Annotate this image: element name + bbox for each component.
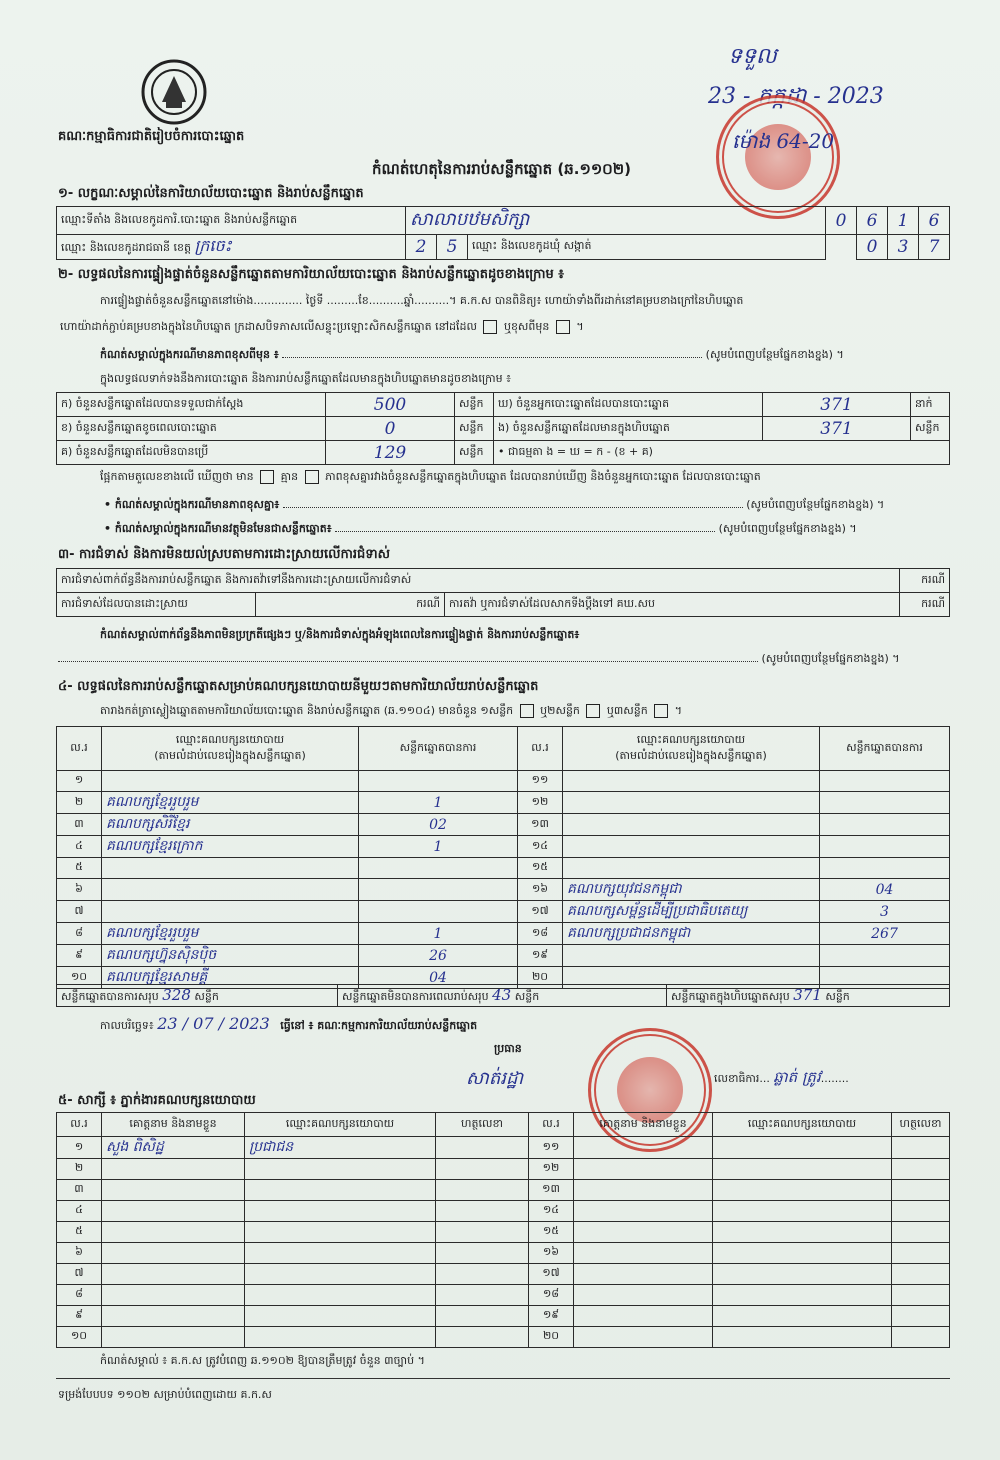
- org-name: គណៈកម្មាធិការជាតិរៀបចំការបោះឆ្នោត: [58, 129, 245, 144]
- party-name: គណបក្សសម្ព័ន្ធដើម្បីប្រជាធិបតេយ្យ: [563, 901, 820, 923]
- table-row: [57, 1222, 950, 1243]
- count-a-label: ក) ចំនួនសន្លឹកឆ្នោតដែលបានទទួលជាក់ស្តែង: [57, 393, 326, 417]
- party-name: [102, 858, 359, 879]
- objection-row1: ការជំទាស់ពាក់ព័ន្ធនឹងការរាប់សន្លឹកឆ្នោត និងការតវ៉ាទៅនឹងការដោះស្រាយលើការជំទាស់: [57, 569, 900, 593]
- p4-text: ផ្អែកតាមតួលេខខាងលើ ឃើញថា មាន: [100, 470, 254, 483]
- witness-signature: [892, 1159, 950, 1180]
- witness-no: ២០: [529, 1327, 574, 1348]
- objection-case1: ករណី: [900, 569, 950, 593]
- objection-resolved: ការជំទាស់ដែលបានដោះស្រាយ: [57, 593, 256, 617]
- count-e-label: ង) ចំនួនសន្លឹកឆ្នោតដែលមានក្នុងហិបឆ្នោត: [494, 417, 763, 441]
- party-votes: [359, 901, 518, 923]
- count-b-label: ខ) ចំនួនសន្លឹកឆ្នោតខូចពេលបោះឆ្នោត: [57, 417, 326, 441]
- table-row: [57, 1159, 950, 1180]
- party-name: គណបក្សខ្មែរសាមគ្គី: [102, 967, 359, 989]
- w-col-no-right: ល.រ: [529, 1113, 574, 1137]
- count-e-unit: សន្លឹក: [911, 417, 950, 441]
- s2-note1-label: កំណត់សម្គាល់ក្នុងករណីមានភាពខុសពីមុន ៖: [100, 348, 279, 361]
- witness-no: ៦: [57, 1243, 102, 1264]
- col-party-left-2: (តាមលំដាប់លេខរៀងក្នុងសន្លឹកឆ្នោត): [154, 748, 306, 762]
- secretary-signature: ឆ្លាត់ ត្រូវ: [773, 1068, 821, 1086]
- witness-name: [574, 1137, 713, 1159]
- witness-signature: [436, 1137, 529, 1159]
- witness-party: [713, 1222, 892, 1243]
- loc-code-1: 0: [826, 207, 857, 235]
- witness-signature: [892, 1327, 950, 1348]
- table-row: [57, 792, 950, 814]
- col-party-left-1: ឈ្មោះគណបក្សនយោបាយ: [175, 732, 285, 746]
- objection-case2: ករណី: [256, 593, 445, 617]
- secretary-label: លេខាធិការ: [714, 1072, 760, 1085]
- witness-name: [574, 1222, 713, 1243]
- total-box-value: 371: [793, 985, 822, 1004]
- party-no: ៥: [57, 858, 102, 879]
- secretary-line: លេខាធិការ... ឆ្លាត់ ត្រូវ........: [714, 1068, 849, 1086]
- witness-signature: [436, 1306, 529, 1327]
- table-row: [57, 1180, 950, 1201]
- count-b-unit: សន្លឹក: [455, 417, 494, 441]
- witness-name: [574, 1243, 713, 1264]
- table-row: [57, 814, 950, 836]
- table-row: [57, 1327, 950, 1348]
- total-invalid-label: សន្លឹកឆ្នោតមិនបានការពេលរាប់សរុប: [342, 989, 489, 1003]
- table-row: [57, 858, 950, 879]
- section1-table: [56, 206, 950, 260]
- witness-signature: [436, 1201, 529, 1222]
- witness-party: [245, 1285, 436, 1306]
- loc-code-3: 1: [888, 207, 919, 235]
- party-name: [102, 771, 359, 792]
- received-time: ម៉ោង 64-20: [732, 129, 835, 153]
- party-name: គណបក្សខ្មែរក្រោក: [102, 836, 359, 858]
- count-d-value: 371: [763, 393, 911, 417]
- party-no: ១៣: [518, 814, 563, 836]
- party-no: ៨: [57, 923, 102, 945]
- party-no: ១៦: [518, 879, 563, 901]
- objection-case3: ករណី: [900, 593, 950, 617]
- bottom-rule: [56, 1378, 950, 1379]
- party-no: ១០: [57, 967, 102, 989]
- page-title: កំណត់ហេតុនៃការរាប់សន្លឹកឆ្នោត (ឆ.១១០២): [372, 160, 632, 178]
- location-label: ឈ្មោះទីតាំង និងលេខកូដការិ.បោះឆ្នោត និងរាប់សន្លឹកឆ្នោត: [57, 207, 406, 235]
- witness-signature: [892, 1201, 950, 1222]
- party-votes: [359, 879, 518, 901]
- witness-signature: [892, 1285, 950, 1306]
- party-name: គណបក្សហ្វ៊ុនស៊ិនប៉ិច: [102, 945, 359, 967]
- section2-heading: ២- លទ្ធផលនៃការផ្ទៀងផ្ទាត់ចំនួនសន្លឹកឆ្នោតតាមការិយាល័យបោះឆ្នោត និងរាប់សន្លឹកឆ្នោតដូចខាងក្រោម ៖: [58, 267, 564, 282]
- witness-no: ១: [57, 1137, 102, 1159]
- witness-no: ១៧: [529, 1264, 574, 1285]
- chair-label: ប្រធាន: [494, 1042, 522, 1055]
- witness-name: [102, 1243, 245, 1264]
- table-row: [57, 1137, 950, 1159]
- counts-table: [56, 392, 950, 465]
- s2-paragraph1: ការផ្ទៀងផ្ទាត់ចំនួនសន្លឹកឆ្នោតនៅម៉ោង.............. ថ្ងៃទី .........ខែ..........ឆ្នាំ..........។ គ.ក.ស បានពិនិត្យ៖ ហោយ៉ាទាំងពីរដាក់នៅគម្របខាងក្រៅនៃហិបឆ្នោត: [100, 294, 744, 307]
- one-sheet-checkbox[interactable]: [520, 704, 534, 718]
- col-party-right-1: ឈ្មោះគណបក្សនយោបាយ: [636, 732, 746, 746]
- count-d-label: ឃ) ចំនួនអ្នកបោះឆ្នោតដែលបានបោះឆ្នោត: [494, 393, 763, 417]
- party-votes: [820, 945, 950, 967]
- witness-name: [574, 1327, 713, 1348]
- witness-party: ប្រជាជន: [245, 1137, 436, 1159]
- comm-code-2: 3: [888, 235, 919, 260]
- witness-party: [713, 1243, 892, 1264]
- total-valid-unit: សន្លឹក: [194, 989, 219, 1003]
- witness-signature: [436, 1243, 529, 1264]
- witness-party: [245, 1201, 436, 1222]
- seal-changed-checkbox[interactable]: [556, 320, 570, 334]
- totals-row: [56, 984, 950, 1007]
- party-votes: [820, 792, 950, 814]
- table-row: [57, 923, 950, 945]
- comm-code-1: 0: [857, 235, 888, 260]
- objection-appealed: ការតវ៉ា ឬការជំទាស់ដែលសាកទីងប្តឹងទៅ គឃ.សប: [445, 593, 900, 617]
- party-votes: [820, 836, 950, 858]
- witness-signature: [892, 1306, 950, 1327]
- witness-party: [245, 1222, 436, 1243]
- witness-party: [245, 1159, 436, 1180]
- w-col-name-right: គោត្តនាម និងនាមខ្លួន: [574, 1113, 713, 1137]
- fill-back-note: (សូមបំពេញបន្ថែមផ្នែកខាងខ្នង) ។: [705, 348, 844, 361]
- party-name: [563, 792, 820, 814]
- s2-p2-alt: ឬខុសពីមុន: [503, 320, 550, 333]
- w-col-sign-right: ហត្ថលេខា: [892, 1113, 950, 1137]
- received-date: 23 - កក្កដា - 2023: [708, 84, 884, 109]
- table-row: [57, 1264, 950, 1285]
- table-row: [57, 879, 950, 901]
- date-label: កាលបរិច្ឆេទ៖: [100, 1019, 154, 1032]
- witness-no: ៩: [57, 1306, 102, 1327]
- witness-no: ១២: [529, 1159, 574, 1180]
- section5-heading: ៥- សាក្សី ៖ ភ្នាក់ងារគណបក្សនយោបាយ: [58, 1093, 256, 1108]
- witness-no: ១០: [57, 1327, 102, 1348]
- commune-label: ឈ្មោះ និងលេខកូដឃុំ សង្កាត់: [468, 235, 826, 260]
- party-name: [563, 771, 820, 792]
- s2-note1: [100, 348, 950, 364]
- witness-signature: [892, 1264, 950, 1285]
- s4-intro2: ឬ២សន្លឹក: [540, 704, 580, 717]
- w-col-party-left: ឈ្មោះគណបក្សនយោបាយ: [245, 1113, 436, 1137]
- party-no: ១៧: [518, 901, 563, 923]
- party-no: ៦: [57, 879, 102, 901]
- w-col-name-left: គោត្តនាម និងនាមខ្លួន: [102, 1113, 245, 1137]
- has-difference-checkbox[interactable]: [260, 470, 274, 484]
- date-value: 23 / 07 / 2023: [157, 1014, 270, 1033]
- prov-code-2: 5: [437, 235, 468, 260]
- party-name: គណបក្សខ្មែររួបរួម: [102, 923, 359, 945]
- witness-no: ៥: [57, 1222, 102, 1243]
- witness-table: [56, 1112, 950, 1348]
- witness-no: ១៣: [529, 1180, 574, 1201]
- col-no-right: ល.រ: [518, 727, 563, 771]
- witness-party: [245, 1243, 436, 1264]
- party-name: [563, 836, 820, 858]
- party-no: ៧: [57, 901, 102, 923]
- party-no: ៣: [57, 814, 102, 836]
- s4-intro: តារាងកត់ត្រាស្លៀងឆ្នោតតាមការិយាល័យបោះឆ្នោត និងរាប់សន្លឹកឆ្នោត (ឆ.១១០៤) មានចំនួន ១សន្លឹក ឬ២សន្លឹក ឬ៣សន្លឹក ។: [100, 704, 682, 717]
- table-row: [57, 836, 950, 858]
- witness-signature: [436, 1222, 529, 1243]
- party-votes: [820, 858, 950, 879]
- witness-signature: [892, 1180, 950, 1201]
- party-no: ១៩: [518, 945, 563, 967]
- no-difference-checkbox[interactable]: [305, 470, 319, 484]
- party-name: [102, 879, 359, 901]
- witness-no: ៧: [57, 1264, 102, 1285]
- party-votes: 1: [359, 836, 518, 858]
- party-votes: 02: [359, 814, 518, 836]
- form-footer: ទម្រង់បែបបទ ១១០២ សម្រាប់បំពេញដោយ គ.ក.ស: [58, 1388, 272, 1401]
- witness-name: [102, 1159, 245, 1180]
- party-votes: 04: [359, 967, 518, 989]
- nec-logo: [140, 58, 208, 126]
- party-name: [563, 814, 820, 836]
- party-name: [102, 901, 359, 923]
- table-row: [57, 1201, 950, 1222]
- count-c-unit: សន្លឹក: [455, 441, 494, 465]
- total-valid-value: 328: [162, 985, 191, 1004]
- count-b-value: 0: [326, 417, 455, 441]
- s3-fill: (សូមបំពេញបន្ថែមផ្នែកខាងខ្នង) ។: [761, 652, 900, 665]
- s4-intro-text: តារាងកត់ត្រាស្លៀងឆ្នោតតាមការិយាល័យបោះឆ្នោត និងរាប់សន្លឹកឆ្នោត (ឆ.១១០៤) មានចំនួន ១សន្លឹក: [100, 704, 514, 717]
- s3-note: កំណត់សម្គាល់ពាក់ព័ន្ធនឹងភាពមិនប្រក្រតីផ្សេងៗ ឬ/និងការជំទាស់ក្នុងអំឡុងពេលនៃការផ្ទៀងផ្ទាត់ និងការរាប់សន្លឹកឆ្នោត៖: [100, 628, 580, 641]
- count-a-value: 500: [326, 393, 455, 417]
- party-no: ១៥: [518, 858, 563, 879]
- total-box-unit: សន្លឹក: [825, 989, 850, 1003]
- party-name: [563, 858, 820, 879]
- loc-code-4: 6: [919, 207, 950, 235]
- witness-name: [574, 1285, 713, 1306]
- table-row: [57, 901, 950, 923]
- witness-party: [245, 1327, 436, 1348]
- witness-name: [102, 1201, 245, 1222]
- witness-name: [574, 1180, 713, 1201]
- witness-name: [574, 1264, 713, 1285]
- col-votes-left: សន្លឹកឆ្នោតបានការ: [359, 727, 518, 771]
- party-votes: [359, 858, 518, 879]
- footnote: កំណត់សម្គាល់ ៖ គ.ក.ស ត្រូវបំពេញ ឆ.១១០២ ឱ្យបានត្រឹមត្រូវ ចំនួន ៣ច្បាប់ ។: [100, 1354, 425, 1367]
- section1-heading: ១- លក្ខណៈសម្គាល់នៃការិយាល័យបោះឆ្នោត និងរាប់សន្លឹកឆ្នោត: [58, 186, 364, 201]
- witness-name: [574, 1201, 713, 1222]
- witness-no: ១៥: [529, 1222, 574, 1243]
- s3-note-line: [58, 652, 950, 668]
- count-a-unit: សន្លឹក: [455, 393, 494, 417]
- witness-no: ១៦: [529, 1243, 574, 1264]
- signing-line: [100, 1014, 477, 1035]
- count-d-unit: នាក់: [911, 393, 950, 417]
- section4-heading: ៤- លទ្ធផលនៃការរាប់សន្លឹកឆ្នោតសម្រាប់គណបក្សនយោបាយនីមួយៗតាមការិយាល័យរាប់សន្លឹកឆ្នោត: [58, 679, 539, 694]
- total-valid-label: សន្លឹកឆ្នោតបានការសរុប: [61, 989, 159, 1003]
- witness-signature: [436, 1264, 529, 1285]
- party-votes: [359, 771, 518, 792]
- witness-name: [574, 1306, 713, 1327]
- received-label: ទទួល: [728, 44, 777, 69]
- witness-no: ៨: [57, 1285, 102, 1306]
- party-name: គណបក្សខ្មែររួបរួម: [102, 792, 359, 814]
- count-c-value: 129: [326, 441, 455, 465]
- p4-rest: ភាពខុសគ្នារវាងចំនួនសន្លឹកឆ្នោតក្នុងហិបឆ្នោត ដែលបានរាប់ឃើញ និងចំនួនអ្នកបោះឆ្នោត ដែលបានបោះឆ្នោត: [325, 470, 761, 483]
- party-votes: 267: [820, 923, 950, 945]
- location-value: សាលាបឋមសិក្សា: [406, 207, 826, 235]
- party-no: ២០: [518, 967, 563, 989]
- witness-name: [102, 1306, 245, 1327]
- chair-signature: សាត់រដ្ឋា: [466, 1068, 524, 1089]
- witness-party: [713, 1264, 892, 1285]
- col-party-left: [102, 727, 359, 771]
- party-votes: [820, 814, 950, 836]
- loc-code-2: 6: [857, 207, 888, 235]
- results-table: [56, 726, 950, 989]
- witness-name: [102, 1180, 245, 1201]
- party-no: ៩: [57, 945, 102, 967]
- party-votes: 04: [820, 879, 950, 901]
- party-votes: 3: [820, 901, 950, 923]
- witness-party: [713, 1327, 892, 1348]
- count-e-value: 371: [763, 417, 911, 441]
- witness-name: [102, 1264, 245, 1285]
- s4-intro3: ឬ៣សន្លឹក: [606, 704, 648, 717]
- prov-code-1: 2: [406, 235, 437, 260]
- s2-paragraph4: [100, 470, 950, 486]
- province-value: ក្រចេះ: [194, 236, 232, 255]
- col-party-right: [563, 727, 820, 771]
- party-name: គណបក្សយុវជនកម្ពុជា: [563, 879, 820, 901]
- note2-label: • កំណត់សម្គាល់ក្នុងករណីមានភាពខុសគ្នា៖: [104, 498, 280, 511]
- witness-signature: [436, 1285, 529, 1306]
- party-votes: 1: [359, 923, 518, 945]
- party-votes: 26: [359, 945, 518, 967]
- two-sheet-checkbox[interactable]: [586, 704, 600, 718]
- total-box-label: សន្លឹកឆ្នោតក្នុងហិបឆ្នោតសរុប: [671, 989, 790, 1003]
- witness-no: ៤: [57, 1201, 102, 1222]
- witness-name: [102, 1327, 245, 1348]
- witness-no: ១៨: [529, 1285, 574, 1306]
- party-name: គណបក្សសិរីខ្មែរ: [102, 814, 359, 836]
- total-invalid-value: 43: [492, 985, 512, 1004]
- table-row: [57, 945, 950, 967]
- committee-label: ធ្វើនៅ ៖ គណៈកម្មការការិយាល័យរាប់សន្លឹកឆ្នោត: [280, 1019, 478, 1032]
- count-c-label: គ) ចំនួនសន្លឹកឆ្នោតដែលមិនបានប្រើ: [57, 441, 326, 465]
- w-col-no-left: ល.រ: [57, 1113, 102, 1137]
- witness-signature: [436, 1180, 529, 1201]
- p4-alt: គ្មាន: [280, 470, 299, 483]
- note2-fill: (សូមបំពេញបន្ថែមផ្នែកខាងខ្នង) ។: [746, 498, 885, 511]
- table-row: [57, 1306, 950, 1327]
- witness-party: [245, 1306, 436, 1327]
- formula-note: • ជាធម្មតា ង = ឃ = ក - (ខ + គ): [494, 441, 950, 465]
- witness-party: [245, 1264, 436, 1285]
- party-name: [563, 945, 820, 967]
- province-label: ឈ្មោះ និងលេខកូដរាជធានី ខេត្ត: [61, 241, 191, 254]
- witness-party: [713, 1159, 892, 1180]
- objection-table: [56, 568, 950, 617]
- party-no: ២: [57, 792, 102, 814]
- col-no-left: ល.រ: [57, 727, 102, 771]
- witness-party: [245, 1180, 436, 1201]
- s2-note2: [104, 498, 950, 514]
- three-sheet-checkbox[interactable]: [654, 704, 668, 718]
- witness-name: សួង ពិសិដ្ឋ: [102, 1137, 245, 1159]
- party-no: ៤: [57, 836, 102, 858]
- party-votes: 1: [359, 792, 518, 814]
- party-name: គណបក្សប្រជាជនកម្ពុជា: [563, 923, 820, 945]
- w-col-party-right: ឈ្មោះគណបក្សនយោបាយ: [713, 1113, 892, 1137]
- total-invalid-unit: សន្លឹក: [514, 989, 540, 1003]
- witness-signature: [436, 1159, 529, 1180]
- col-votes-right: សន្លឹកឆ្នោតបានការ: [820, 727, 950, 771]
- party-no: ១៤: [518, 836, 563, 858]
- witness-signature: [892, 1137, 950, 1159]
- seal-intact-checkbox[interactable]: [483, 320, 497, 334]
- party-no: ១២: [518, 792, 563, 814]
- witness-name: [574, 1159, 713, 1180]
- table-row: [57, 771, 950, 792]
- witness-party: [713, 1180, 892, 1201]
- party-no: ១: [57, 771, 102, 792]
- col-party-right-2: (តាមលំដាប់លេខរៀងក្នុងសន្លឹកឆ្នោត): [615, 748, 767, 762]
- witness-party: [713, 1201, 892, 1222]
- note3-fill: (សូមបំពេញបន្ថែមផ្នែកខាងខ្នង) ។: [718, 522, 857, 535]
- note3-label: • កំណត់សម្គាល់ក្នុងករណីមានវត្ថុមិនមែនជាសន្លឹកឆ្នោត៖: [104, 522, 332, 535]
- witness-no: ៣: [57, 1180, 102, 1201]
- s2-p2-text: ហោយ៉ាដាក់ភ្ជាប់គម្របខាងក្នុងនៃហិបឆ្នោត ក្រដាសបិទភាសលើសន្ទុះប្រឡោះសិកសន្លឹកឆ្នោត នៅដដែល: [60, 320, 477, 333]
- witness-no: ២: [57, 1159, 102, 1180]
- witness-party: [713, 1285, 892, 1306]
- comm-code-3: 7: [919, 235, 950, 260]
- witness-no: ១៤: [529, 1201, 574, 1222]
- party-no: ១១: [518, 771, 563, 792]
- party-no: ១៨: [518, 923, 563, 945]
- section3-heading: ៣- ការជំទាស់ និងការមិនយល់ស្របតាមការដោះស្រាយលើការជំទាស់: [58, 547, 390, 562]
- witness-party: [713, 1306, 892, 1327]
- s2-paragraph3: ក្នុងលទ្ធផលទាក់ទងនឹងការបោះឆ្នោត និងការរាប់សន្លឹកឆ្នោតដែលមានក្នុងហិបឆ្នោតមានដូចខាងក្រោម ៖: [100, 372, 511, 385]
- s2-note3: [104, 522, 950, 538]
- w-col-sign-left: ហត្ថលេខា: [436, 1113, 529, 1137]
- witness-signature: [892, 1222, 950, 1243]
- witness-signature: [892, 1243, 950, 1264]
- table-row: [57, 1285, 950, 1306]
- witness-signature: [436, 1327, 529, 1348]
- witness-name: [102, 1285, 245, 1306]
- witness-no: ១១: [529, 1137, 574, 1159]
- witness-no: ១៩: [529, 1306, 574, 1327]
- table-row: [57, 1243, 950, 1264]
- witness-party: [713, 1137, 892, 1159]
- s2-paragraph2: ហោយ៉ាដាក់ភ្ជាប់គម្របខាងក្នុងនៃហិបឆ្នោត ក្រដាសបិទភាសលើសន្ទុះប្រឡោះសិកសន្លឹកឆ្នោត នៅដដែល ឬខុសពីមុន ។: [60, 320, 584, 333]
- witness-name: [102, 1222, 245, 1243]
- party-votes: [820, 771, 950, 792]
